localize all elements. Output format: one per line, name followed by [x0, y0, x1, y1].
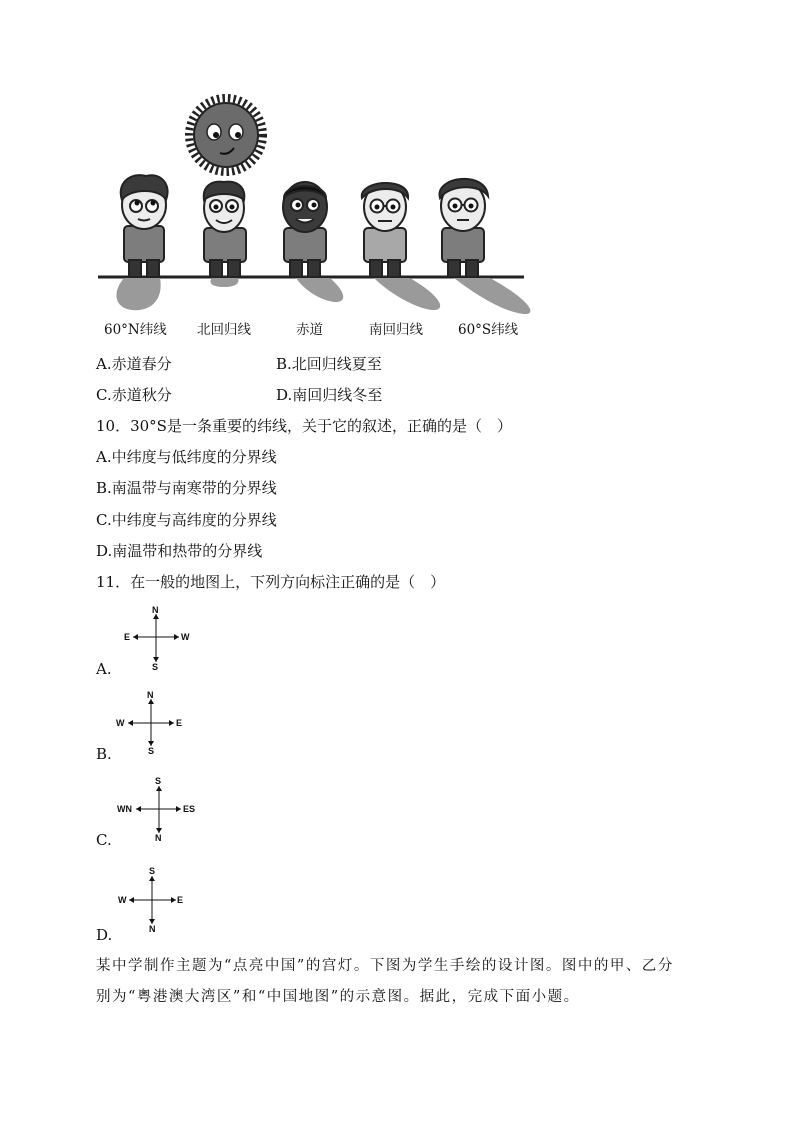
person-60s [440, 179, 488, 277]
passage-line-1: 某中学制作主题为“点亮中国”的宫灯。下图为学生手绘的设计图。图中的甲、乙分 [96, 958, 674, 974]
compass-d-top: S [149, 866, 156, 876]
shadow-4 [374, 278, 440, 310]
figure-label-equator: 赤道 [296, 322, 323, 338]
person-equator [283, 182, 327, 277]
compass-b-right: E [176, 718, 183, 728]
q11-stem: 11．在一般的地图上，下列方向标注正确的是（ ） [96, 573, 446, 591]
q10-stem: 10．30°S是一条重要的纬线，关于它的叙述，正确的是（ ） [96, 417, 512, 435]
compass-c-top: S [155, 776, 162, 786]
compass-b-top: N [147, 690, 154, 700]
q9-option-d: D.南回归线冬至 [276, 386, 383, 404]
compass-a-top: N [152, 605, 159, 615]
q10-option-c: C.中纬度与高纬度的分界线 [96, 511, 277, 529]
q9-option-b: B.北回归线夏至 [276, 355, 382, 373]
compass-d-left: W [118, 895, 127, 905]
sun-icon [189, 98, 263, 172]
person-tropic-capricorn [362, 183, 408, 277]
q10-option-d: D.南温带和热带的分界线 [96, 542, 263, 560]
compass-a-right: W [181, 632, 190, 642]
q10-option-b: B.南温带与南寒带的分界线 [96, 479, 277, 497]
figure-label-60s: 60°S纬线 [458, 322, 519, 338]
compass-c-right: ES [183, 804, 196, 814]
figure-label-60n: 60°N纬线 [104, 322, 167, 338]
compass-a-bottom: S [152, 662, 159, 672]
shadow-5 [454, 278, 530, 314]
compass-b-left: W [116, 718, 125, 728]
compass-c-left: WN [117, 804, 132, 814]
figure-label-tropic-cancer: 北回归线 [197, 322, 251, 338]
person-tropic-cancer [204, 182, 246, 277]
q10-option-a: A.中纬度与低纬度的分界线 [96, 448, 277, 466]
q11-option-c-label: C. [96, 831, 112, 849]
passage-line-2: 别为“粤港澳大湾区”和“中国地图”的示意图。据此，完成下面小题。 [96, 989, 580, 1005]
shadow-1 [116, 278, 160, 310]
figure-label-tropic-capricorn: 南回归线 [369, 322, 423, 338]
sun-people-figure [0, 0, 794, 320]
q9-option-a: A.赤道春分 [96, 355, 172, 373]
shadow-2 [211, 278, 239, 287]
compass-d-bottom: N [149, 924, 156, 934]
compass-a-left: E [124, 632, 131, 642]
q11-option-a-label: A. [96, 660, 112, 678]
q11-option-d-label: D. [96, 926, 113, 944]
compass-c-bottom: N [155, 833, 162, 843]
compass-d-right: E [177, 895, 184, 905]
shadow-3 [296, 278, 343, 302]
q11-option-b-label: B. [96, 745, 112, 763]
compass-b-bottom: S [148, 746, 155, 756]
shadows [116, 278, 530, 314]
person-60n [121, 175, 168, 277]
q9-option-c: C.赤道秋分 [96, 386, 172, 404]
